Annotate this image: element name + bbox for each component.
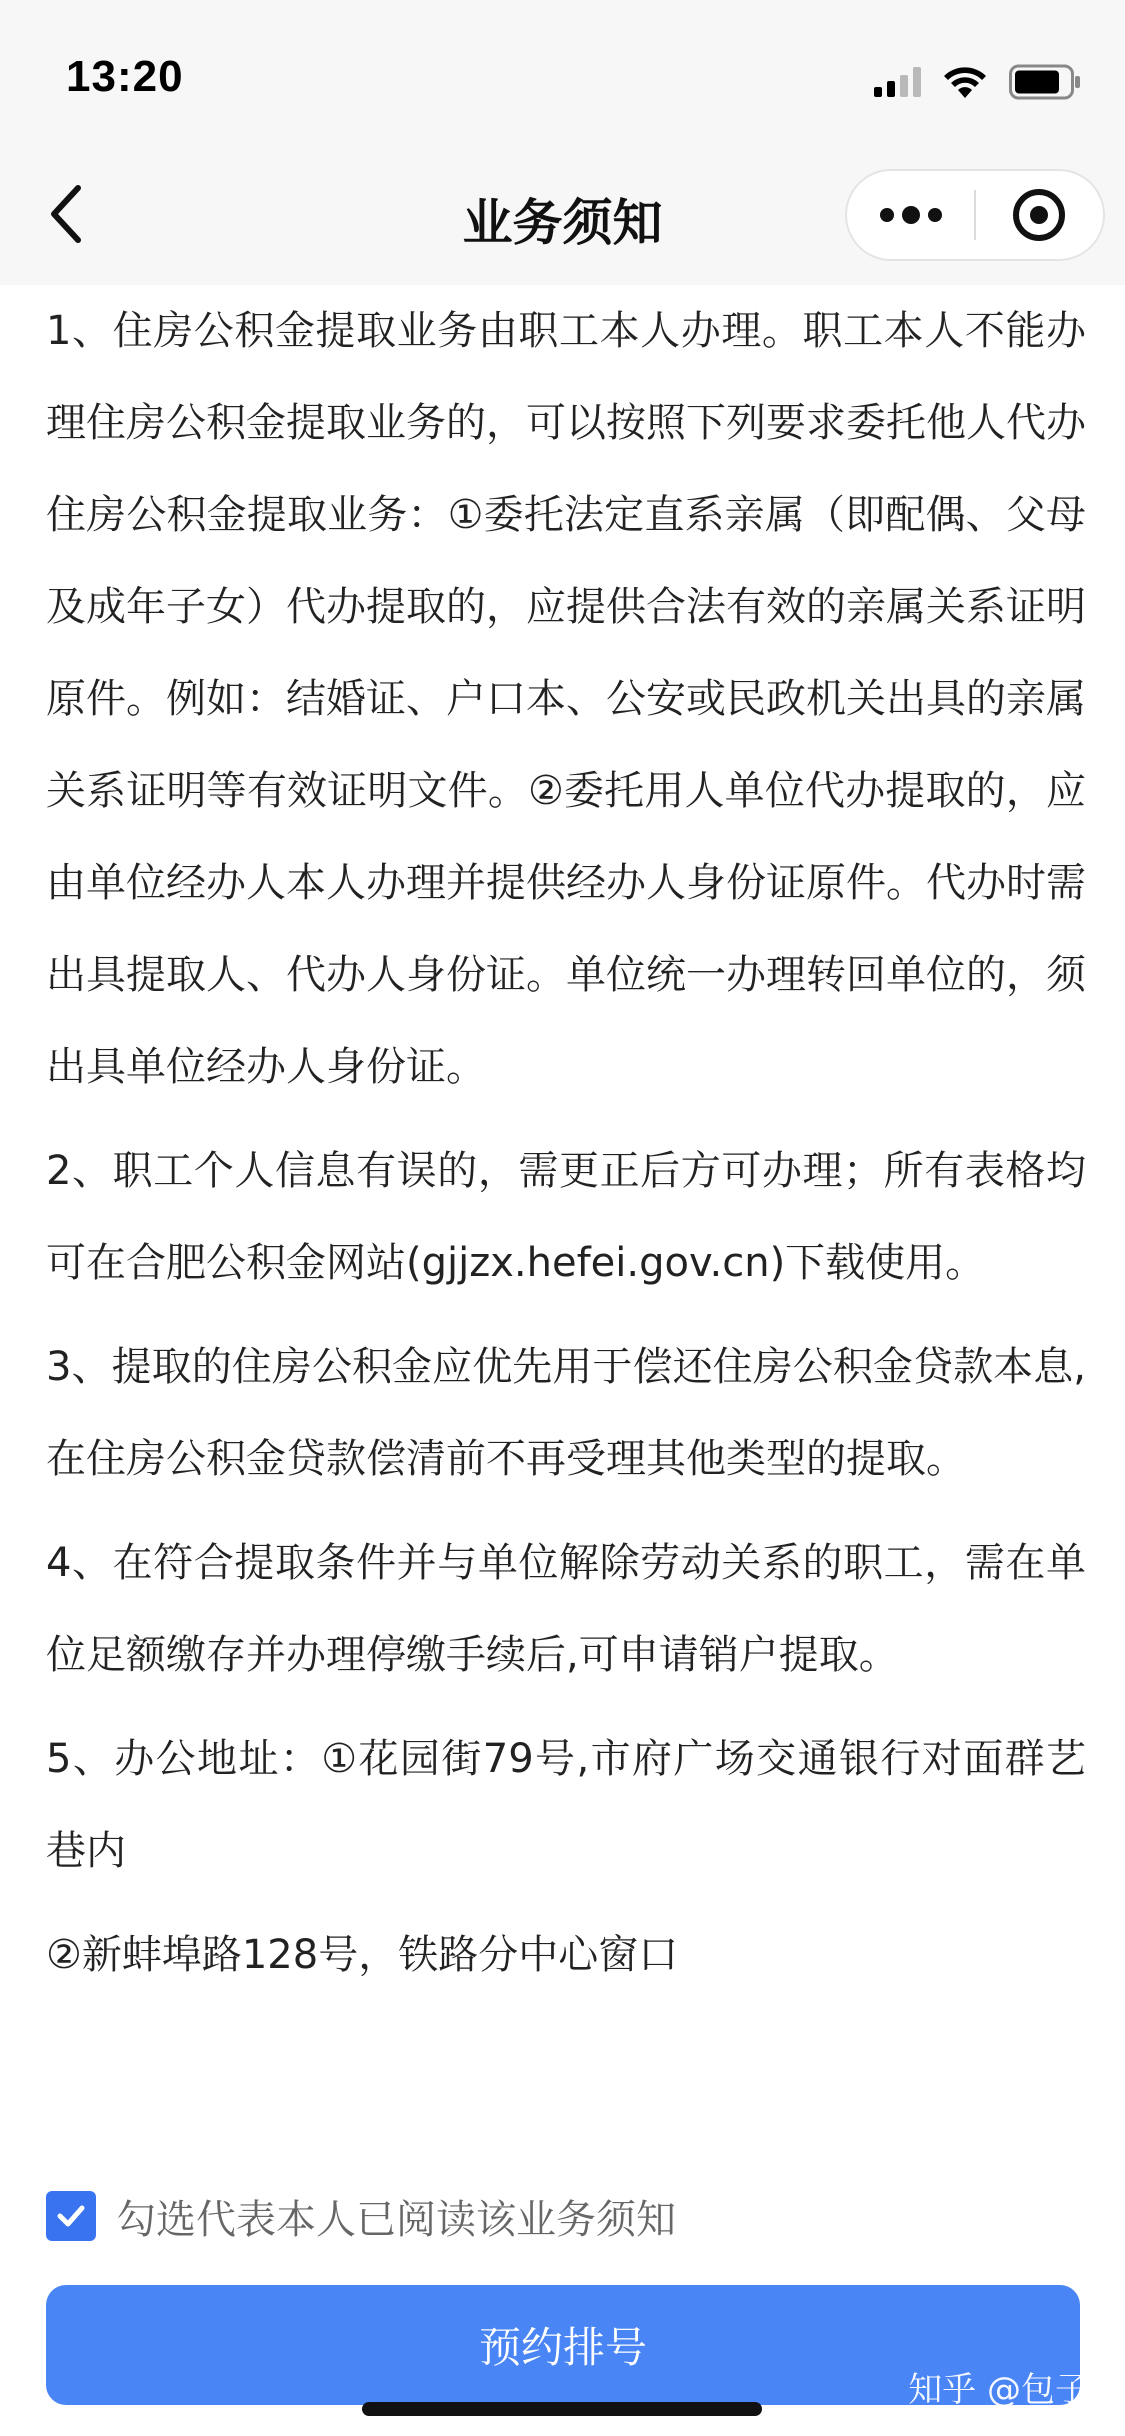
agree-checkbox[interactable] [46, 2191, 96, 2241]
more-dots-icon [880, 206, 942, 224]
check-icon [54, 2199, 88, 2233]
watermark: 知乎 @包子 [908, 2370, 1089, 2410]
notice-content [46, 245, 1086, 2013]
book-queue-label: 预约排号 [478, 2323, 647, 2372]
battery-icon [1009, 64, 1081, 100]
page-title: 业务须知 [462, 194, 663, 252]
notice-item-6: ②新蚌埠路128号，铁路分中心窗口 [46, 1932, 679, 1978]
nav-bar [0, 145, 1125, 285]
status-icons [874, 62, 1081, 102]
signal-icon [874, 67, 921, 97]
target-close-icon [1011, 187, 1067, 243]
more-button[interactable] [847, 171, 974, 259]
notice-item-2: 2、职工个人信息有误的，需更正后方可办理；所有表格均可在合肥公积金网站(gjjzx.hefei.gov.cn)下载使用。 [46, 1148, 1086, 1286]
home-indicator [362, 2402, 762, 2416]
status-bar [0, 0, 1125, 145]
notice-item-5: 5、办公地址：①花园街79号,市府广场交通银行对面群艺巷内 [46, 1736, 1086, 1874]
status-time: 13:20 [66, 52, 184, 101]
notice-item-3: 3、提取的住房公积金应优先用于偿还住房公积金贷款本息,在住房公积金贷款偿清前不再受理其他类型的提取。 [46, 1344, 1086, 1482]
mini-program-capsule [845, 169, 1105, 261]
close-button[interactable] [976, 171, 1103, 259]
agree-label: 勾选代表本人已阅读该业务须知 [116, 2196, 676, 2243]
notice-item-4: 4、在符合提取条件并与单位解除劳动关系的职工，需在单位足额缴存并办理停缴手续后,可申请销户提取。 [46, 1540, 1086, 1678]
wifi-icon [943, 65, 987, 99]
agree-checkbox-row[interactable] [46, 2188, 676, 2244]
notice-item-1: 1、住房公积金提取业务由职工本人办理。职工本人不能办理住房公积金提取业务的，可以按照下列要求委托他人代办住房公积金提取业务：①委托法定直系亲属（即配偶、父母及成年子女）代办提取的，应提供合法有效的亲属关系证明原件。例如：结婚证、户口本、公安或民政机关出具的亲属关系证明等有效证明文件。②委托用人单位代办提取的，应由单位经办人本人办理并提供经办人身份证原件。代办时需出具提取人、代办人身份证。单位统一办理转回单位的，须出具单位经办人身份证。 [46, 308, 1086, 1090]
